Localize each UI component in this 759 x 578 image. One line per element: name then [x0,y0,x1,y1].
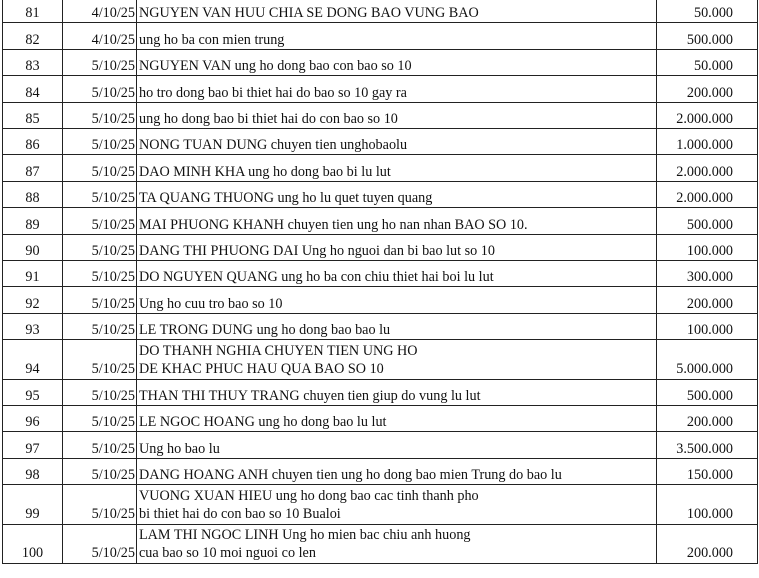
transaction-description [137,181,657,207]
row-number: 82 [3,23,63,49]
table-row [3,313,758,339]
transaction-description [137,49,657,75]
transaction-description [137,102,657,128]
description-line: VUONG XUAN HIEU ung ho dong bao cac tinh thanh pho [139,487,479,504]
ledger-body [3,0,758,564]
row-number: 86 [3,128,63,154]
table-row [3,406,758,432]
table-row [3,0,758,23]
description-line: ung ho ba con mien trung [139,31,285,48]
row-number: 92 [3,287,63,313]
row-number: 98 [3,458,63,484]
transaction-date: 5/10/25 [63,155,137,181]
transaction-description [137,234,657,260]
donation-amount: 1.000.000 [657,128,758,154]
transaction-date: 5/10/25 [63,432,137,458]
description-line: bi thiet hai do con bao so 10 Bualoi [139,505,341,522]
row-number: 84 [3,76,63,102]
donation-ledger-table [2,0,758,564]
transaction-date: 5/10/25 [63,102,137,128]
description-line: cua bao so 10 moi nguoi co len [139,545,316,562]
row-number: 83 [3,49,63,75]
transaction-description [137,406,657,432]
description-line: MAI PHUONG KHANH chuyen tien ung ho nan nhan BAO SO 10. [139,216,528,233]
transaction-description [137,313,657,339]
transaction-description [137,287,657,313]
transaction-description [137,155,657,181]
donation-amount: 2.000.000 [657,102,758,128]
transaction-description [137,76,657,102]
row-number: 99 [3,485,63,525]
donation-amount: 5.000.000 [657,340,758,380]
transaction-description [137,485,657,525]
donation-amount: 100.000 [657,234,758,260]
row-number: 88 [3,181,63,207]
table-row [3,234,758,260]
table-row [3,102,758,128]
table-row [3,340,758,380]
donation-amount: 500.000 [657,23,758,49]
description-line: NGUYEN VAN HUU CHIA SE DONG BAO VUNG BAO [139,5,479,22]
description-line: LE TRONG DUNG ung ho dong bao bao lu [139,322,391,339]
donation-amount: 3.500.000 [657,432,758,458]
description-line: ung ho dong bao bi thiet hai do con bao so 10 [139,110,398,127]
donation-amount: 500.000 [657,379,758,405]
transaction-date: 5/10/25 [63,485,137,525]
donation-amount: 200.000 [657,524,758,564]
donation-amount: 100.000 [657,313,758,339]
description-line: LAM THI NGOC LINH Ung ho mien bac chiu anh huong [139,527,471,544]
transaction-date: 5/10/25 [63,379,137,405]
table-row [3,128,758,154]
donation-amount: 2.000.000 [657,181,758,207]
transaction-date: 4/10/25 [63,0,137,23]
transaction-date: 5/10/25 [63,181,137,207]
transaction-date: 5/10/25 [63,406,137,432]
transaction-description [137,379,657,405]
donation-amount: 200.000 [657,406,758,432]
donation-amount: 50.000 [657,49,758,75]
transaction-date: 5/10/25 [63,313,137,339]
row-number: 96 [3,406,63,432]
transaction-date: 5/10/25 [63,287,137,313]
description-line: DANG THI PHUONG DAI Ung ho nguoi dan bi bao lut so 10 [139,242,495,259]
transaction-description [137,260,657,286]
description-line: DO THANH NGHIA CHUYEN TIEN UNG HO [139,342,418,359]
table-row [3,260,758,286]
transaction-date: 5/10/25 [63,128,137,154]
description-line: Ung ho bao lu [139,440,220,457]
transaction-description [137,23,657,49]
table-row [3,287,758,313]
row-number: 97 [3,432,63,458]
table-row [3,208,758,234]
donation-amount: 2.000.000 [657,155,758,181]
description-line: DAO MINH KHA ung ho dong bao bi lu lut [139,163,391,180]
table-row [3,432,758,458]
description-line: DO NGUYEN QUANG ung ho ba con chiu thiet hai boi lu lut [139,269,494,286]
transaction-date: 5/10/25 [63,260,137,286]
table-row [3,458,758,484]
transaction-date: 5/10/25 [63,458,137,484]
description-line: DE KHAC PHUC HAU QUA BAO SO 10 [139,360,384,377]
transaction-date: 5/10/25 [63,208,137,234]
row-number: 100 [3,524,63,564]
row-number: 85 [3,102,63,128]
row-number: 81 [3,0,63,23]
transaction-date: 4/10/25 [63,23,137,49]
description-line: LE NGOC HOANG ung ho dong bao lu lut [139,414,387,431]
donation-amount: 300.000 [657,260,758,286]
table-row [3,379,758,405]
transaction-date: 5/10/25 [63,49,137,75]
row-number: 93 [3,313,63,339]
description-line: NGUYEN VAN ung ho dong bao con bao so 10 [139,58,412,75]
row-number: 89 [3,208,63,234]
donation-amount: 50.000 [657,0,758,23]
donation-amount: 200.000 [657,76,758,102]
row-number: 90 [3,234,63,260]
table-row [3,155,758,181]
transaction-description [137,432,657,458]
row-number: 94 [3,340,63,380]
description-line: NONG TUAN DUNG chuyen tien unghobaolu [139,137,408,154]
donation-amount: 500.000 [657,208,758,234]
description-line: THAN THI THUY TRANG chuyen tien giup do vung lu lut [139,388,481,405]
table-row [3,76,758,102]
transaction-date: 5/10/25 [63,76,137,102]
description-line: DANG HOANG ANH chuyen tien ung ho dong bao mien Trung do bao lu [139,467,562,484]
row-number: 87 [3,155,63,181]
transaction-date: 5/10/25 [63,524,137,564]
transaction-date: 5/10/25 [63,234,137,260]
transaction-description [137,524,657,564]
table-row [3,181,758,207]
table-row [3,524,758,564]
table-row [3,485,758,525]
table-row [3,49,758,75]
transaction-description [137,208,657,234]
row-number: 95 [3,379,63,405]
description-line: Ung ho cuu tro bao so 10 [139,295,283,312]
table-row [3,23,758,49]
transaction-description [137,458,657,484]
donation-amount: 100.000 [657,485,758,525]
transaction-description [137,340,657,380]
description-line: ho tro dong bao bi thiet hai do bao so 10 gay ra [139,84,407,101]
donation-amount: 150.000 [657,458,758,484]
transaction-description [137,128,657,154]
row-number: 91 [3,260,63,286]
transaction-date: 5/10/25 [63,340,137,380]
transaction-description [137,0,657,23]
donation-amount: 200.000 [657,287,758,313]
description-line: TA QUANG THUONG ung ho lu quet tuyen quang [139,190,433,207]
